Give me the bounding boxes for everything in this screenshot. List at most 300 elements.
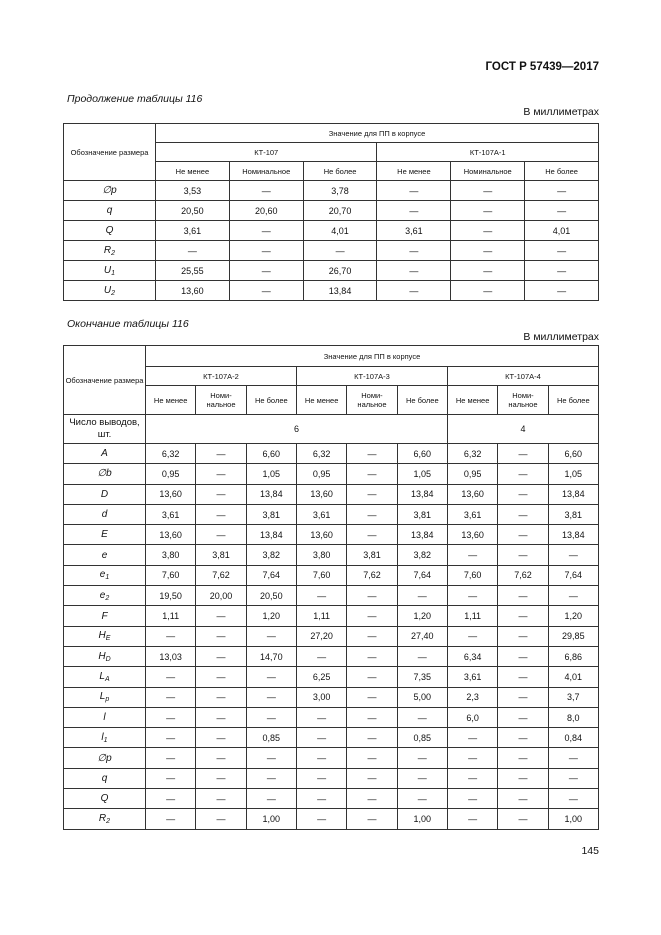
value-cell: — — [347, 464, 397, 484]
table-row — [64, 586, 599, 606]
value-cell: — — [498, 444, 548, 464]
value-cell: 3,61 — [156, 221, 230, 241]
value-cell: — — [498, 484, 548, 504]
value-cell: — — [196, 789, 246, 809]
value-cell: — — [397, 768, 447, 788]
table-row — [64, 687, 599, 707]
dimension-symbol — [64, 504, 146, 524]
value-cell: — — [347, 687, 397, 707]
value-cell: — — [196, 728, 246, 748]
value-cell: — — [347, 444, 397, 464]
package-header: КТ-107 — [156, 143, 377, 162]
subcol-header: Номинальное — [229, 162, 303, 181]
value-cell: — — [347, 789, 397, 809]
value-cell: — — [196, 809, 246, 829]
subcol-header: Не менее — [296, 386, 346, 415]
value-cell: 1,05 — [246, 464, 296, 484]
value-cell: — — [377, 241, 451, 261]
value-cell: 7,60 — [296, 565, 346, 585]
value-cell: 20,60 — [229, 201, 303, 221]
group-header: Значение для ПП в корпусе — [156, 124, 599, 143]
table-row — [64, 545, 599, 565]
value-cell: — — [156, 241, 230, 261]
symbol-text: ∅p — [97, 752, 112, 764]
value-cell: — — [229, 281, 303, 301]
table-row — [64, 241, 599, 261]
value-cell: — — [246, 789, 296, 809]
value-cell: — — [548, 789, 598, 809]
value-cell: 13,84 — [246, 484, 296, 504]
subcol-header: Не менее — [377, 162, 451, 181]
value-cell: — — [196, 504, 246, 524]
value-cell: — — [146, 626, 196, 646]
subcol-header: Не более — [548, 386, 598, 415]
table-row — [64, 748, 599, 768]
value-cell: — — [196, 768, 246, 788]
value-cell: 6,86 — [548, 646, 598, 666]
table-row — [64, 221, 599, 241]
dimension-symbol — [64, 768, 146, 788]
dimension-symbol — [64, 728, 146, 748]
value-cell: — — [246, 626, 296, 646]
value-cell: 6,34 — [447, 646, 497, 666]
value-cell: 27,20 — [296, 626, 346, 646]
value-cell: 6,60 — [397, 444, 447, 464]
value-cell: 4,01 — [303, 221, 377, 241]
dimension-symbol — [64, 565, 146, 585]
value-cell: — — [146, 809, 196, 829]
value-cell: — — [146, 687, 196, 707]
value-cell: 3,61 — [377, 221, 451, 241]
symbol-text: Q — [105, 225, 114, 236]
value-cell: 1,05 — [397, 464, 447, 484]
symbol-subscript: 2 — [105, 594, 110, 602]
value-cell: — — [296, 768, 346, 788]
dimension-symbol — [64, 586, 146, 606]
value-cell: — — [303, 241, 377, 261]
value-cell: — — [447, 789, 497, 809]
value-cell: 3,82 — [397, 545, 447, 565]
subcol-header: Номи-нальное — [196, 386, 246, 415]
subcol-header: Не более — [525, 162, 599, 181]
value-cell: — — [498, 545, 548, 565]
value-cell: 0,84 — [548, 728, 598, 748]
value-cell: 3,81 — [548, 504, 598, 524]
symbol-subscript: 2 — [111, 289, 116, 297]
value-cell: 0,95 — [146, 464, 196, 484]
value-cell: — — [229, 241, 303, 261]
value-cell: — — [498, 464, 548, 484]
value-cell: — — [347, 748, 397, 768]
value-cell: — — [146, 667, 196, 687]
value-cell: — — [196, 484, 246, 504]
value-cell: — — [146, 707, 196, 727]
value-cell: — — [347, 809, 397, 829]
symbol-text: q — [106, 205, 113, 216]
value-cell: 3,80 — [296, 545, 346, 565]
value-cell: 29,85 — [548, 626, 598, 646]
table-row — [64, 707, 599, 727]
value-cell: 14,70 — [246, 646, 296, 666]
value-cell: — — [377, 201, 451, 221]
dimension-symbol — [64, 241, 156, 261]
value-cell: — — [498, 525, 548, 545]
value-cell: 19,50 — [146, 586, 196, 606]
table-row — [64, 789, 599, 809]
value-cell: — — [498, 728, 548, 748]
value-cell: — — [397, 789, 447, 809]
table-row — [64, 484, 599, 504]
value-cell: — — [525, 181, 599, 201]
value-cell: — — [498, 687, 548, 707]
value-cell: 3,61 — [447, 667, 497, 687]
value-cell: 3,82 — [246, 545, 296, 565]
subcol-header: Не более — [397, 386, 447, 415]
value-cell: — — [246, 748, 296, 768]
symbol-text: H — [98, 650, 106, 662]
value-cell: — — [447, 545, 497, 565]
symbol-text: e — [101, 549, 108, 561]
symbol-text: D — [100, 488, 109, 500]
table-row — [64, 768, 599, 788]
symbol-subscript: 2 — [106, 817, 111, 825]
page-number: 145 — [581, 845, 599, 857]
value-cell: 3,81 — [246, 504, 296, 524]
group-header: Значение для ПП в корпусе — [146, 346, 599, 367]
value-cell: — — [548, 586, 598, 606]
value-cell: — — [548, 545, 598, 565]
value-cell: 6,32 — [296, 444, 346, 464]
symbol-text: A — [101, 448, 108, 460]
symbol-text: U — [103, 284, 112, 296]
value-cell: — — [397, 748, 447, 768]
dimension-symbol — [64, 748, 146, 768]
dimension-symbol — [64, 646, 146, 666]
value-cell: 2,3 — [447, 687, 497, 707]
value-cell: — — [447, 626, 497, 646]
value-cell: 13,60 — [146, 525, 196, 545]
symbol-text: d — [101, 509, 108, 521]
value-cell: — — [296, 646, 346, 666]
value-cell: — — [229, 221, 303, 241]
value-cell: 6,32 — [146, 444, 196, 464]
value-cell: — — [296, 809, 346, 829]
value-cell: 13,84 — [246, 525, 296, 545]
symbol-text: H — [98, 630, 106, 642]
pins-count-value: 6 — [146, 415, 448, 444]
symbol-subscript: 2 — [111, 249, 116, 257]
value-cell: — — [498, 789, 548, 809]
symbol-text: ∅b — [97, 468, 112, 480]
value-cell: 3,53 — [156, 181, 230, 201]
symbol-subscript: p — [105, 696, 110, 704]
value-cell: 6,32 — [447, 444, 497, 464]
value-cell: — — [296, 707, 346, 727]
symbol-text: E — [101, 529, 108, 541]
value-cell: — — [548, 748, 598, 768]
table-row — [64, 728, 599, 748]
value-cell: 7,62 — [347, 565, 397, 585]
value-cell: — — [498, 626, 548, 646]
value-cell: — — [347, 606, 397, 626]
dimension-symbol — [64, 464, 146, 484]
value-cell: — — [146, 768, 196, 788]
value-cell: 4,01 — [548, 667, 598, 687]
value-cell: 25,55 — [156, 261, 230, 281]
dimension-symbol — [64, 221, 156, 241]
value-cell: 7,60 — [447, 565, 497, 585]
value-cell: 4,01 — [525, 221, 599, 241]
value-cell: 3,61 — [447, 504, 497, 524]
value-cell: — — [296, 728, 346, 748]
value-cell: 1,00 — [548, 809, 598, 829]
symbol-subscript: 1 — [103, 736, 108, 744]
value-cell: — — [451, 261, 525, 281]
value-cell: — — [498, 667, 548, 687]
table-row — [64, 667, 599, 687]
value-cell: — — [347, 768, 397, 788]
subcol-header: Номи-нальное — [347, 386, 397, 415]
package-header: КТ-107А-2 — [146, 367, 297, 386]
value-cell: 6,60 — [246, 444, 296, 464]
symbol-text: L — [99, 691, 106, 703]
value-cell: — — [296, 748, 346, 768]
subcol-header: Не менее — [156, 162, 230, 181]
dimension-symbol — [64, 809, 146, 829]
package-header: КТ-107А-4 — [447, 367, 598, 386]
dim-header: Обозначение размера — [64, 346, 146, 415]
value-cell: — — [498, 586, 548, 606]
symbol-subscript: A — [104, 675, 110, 683]
symbol-subscript: 1 — [111, 269, 116, 277]
value-cell: 7,64 — [246, 565, 296, 585]
value-cell: 1,11 — [296, 606, 346, 626]
value-cell: 20,00 — [196, 586, 246, 606]
table-row — [64, 444, 599, 464]
symbol-subscript: 1 — [105, 574, 110, 582]
value-cell: 5,00 — [397, 687, 447, 707]
value-cell: 0,95 — [447, 464, 497, 484]
symbol-text: e — [99, 569, 106, 581]
value-cell: — — [451, 201, 525, 221]
value-cell: — — [347, 667, 397, 687]
value-cell: — — [377, 281, 451, 301]
value-cell: 13,84 — [397, 484, 447, 504]
value-cell: 26,70 — [303, 261, 377, 281]
value-cell: — — [196, 464, 246, 484]
value-cell: — — [229, 181, 303, 201]
value-cell: 20,50 — [156, 201, 230, 221]
value-cell: — — [347, 646, 397, 666]
dimension-symbol — [64, 606, 146, 626]
package-header: КТ-107А-3 — [296, 367, 447, 386]
value-cell: 1,11 — [146, 606, 196, 626]
value-cell: — — [347, 504, 397, 524]
symbol-text: l — [101, 731, 104, 743]
value-cell: — — [377, 261, 451, 281]
value-cell: — — [447, 748, 497, 768]
value-cell: — — [196, 707, 246, 727]
dimension-symbol — [64, 667, 146, 687]
symbol-subscript: E — [105, 635, 111, 643]
value-cell: — — [347, 484, 397, 504]
value-cell: — — [447, 809, 497, 829]
dimensions-table-end — [63, 345, 599, 830]
value-cell: 1,05 — [548, 464, 598, 484]
value-cell: 1,20 — [397, 606, 447, 626]
dim-header: Обозначение размера — [64, 124, 156, 181]
symbol-text: e — [99, 589, 106, 601]
value-cell: 1,00 — [397, 809, 447, 829]
value-cell: — — [525, 241, 599, 261]
value-cell: 7,62 — [498, 565, 548, 585]
value-cell: 13,84 — [303, 281, 377, 301]
value-cell: — — [196, 525, 246, 545]
value-cell: 13,60 — [156, 281, 230, 301]
value-cell: 3,7 — [548, 687, 598, 707]
symbol-subscript: D — [105, 655, 111, 663]
dimension-symbol — [64, 201, 156, 221]
value-cell: — — [498, 606, 548, 626]
value-cell: 7,35 — [397, 667, 447, 687]
value-cell: 13,84 — [548, 525, 598, 545]
value-cell: — — [498, 768, 548, 788]
value-cell: — — [451, 241, 525, 261]
table-row — [64, 626, 599, 646]
value-cell: 13,84 — [397, 525, 447, 545]
value-cell: — — [498, 707, 548, 727]
symbol-text: q — [101, 772, 108, 784]
table-row — [64, 504, 599, 524]
dimension-symbol — [64, 484, 146, 504]
dimension-symbol — [64, 707, 146, 727]
value-cell: — — [347, 626, 397, 646]
table2-units: В миллиметрах — [523, 331, 599, 343]
table-row — [64, 606, 599, 626]
value-cell: 13,60 — [296, 525, 346, 545]
value-cell: 0,85 — [246, 728, 296, 748]
dimension-symbol — [64, 281, 156, 301]
value-cell: 1,20 — [548, 606, 598, 626]
dimension-symbol — [64, 444, 146, 464]
value-cell: 6,25 — [296, 667, 346, 687]
table-row — [64, 281, 599, 301]
dimension-symbol — [64, 687, 146, 707]
value-cell: — — [146, 789, 196, 809]
table-row — [64, 201, 599, 221]
value-cell: — — [347, 728, 397, 748]
subcol-header: Не более — [246, 386, 296, 415]
table1-caption: Продолжение таблицы 116 — [67, 93, 203, 105]
value-cell: — — [196, 667, 246, 687]
value-cell: — — [146, 748, 196, 768]
symbol-text: Q — [100, 793, 109, 805]
subcol-header: Не менее — [447, 386, 497, 415]
value-cell: 3,78 — [303, 181, 377, 201]
value-cell: — — [246, 687, 296, 707]
value-cell: 1,11 — [447, 606, 497, 626]
value-cell: — — [447, 768, 497, 788]
value-cell: — — [229, 261, 303, 281]
value-cell: 3,61 — [296, 504, 346, 524]
value-cell: — — [525, 261, 599, 281]
value-cell: 20,70 — [303, 201, 377, 221]
value-cell: 7,64 — [548, 565, 598, 585]
dimension-symbol — [64, 261, 156, 281]
value-cell: 3,80 — [146, 545, 196, 565]
symbol-text: U — [103, 264, 112, 276]
value-cell: — — [498, 809, 548, 829]
table2-caption: Окончание таблицы 116 — [67, 318, 189, 330]
dimension-symbol — [64, 525, 146, 545]
value-cell: — — [246, 707, 296, 727]
value-cell: — — [548, 768, 598, 788]
value-cell: 3,61 — [146, 504, 196, 524]
value-cell: — — [525, 201, 599, 221]
symbol-text: R — [98, 812, 107, 824]
table-row — [64, 565, 599, 585]
value-cell: — — [447, 586, 497, 606]
value-cell: — — [196, 646, 246, 666]
value-cell: — — [296, 789, 346, 809]
value-cell: — — [196, 444, 246, 464]
value-cell: — — [377, 181, 451, 201]
subcol-header: Не более — [303, 162, 377, 181]
table-row — [64, 809, 599, 829]
value-cell: 7,64 — [397, 565, 447, 585]
pins-count-value: 4 — [447, 415, 598, 444]
value-cell: 13,60 — [447, 484, 497, 504]
value-cell: — — [196, 687, 246, 707]
dimension-symbol — [64, 626, 146, 646]
value-cell: 0,95 — [296, 464, 346, 484]
subcol-header: Номинальное — [451, 162, 525, 181]
symbol-text: F — [101, 610, 108, 622]
value-cell: — — [347, 586, 397, 606]
value-cell: 3,81 — [347, 545, 397, 565]
value-cell: — — [347, 525, 397, 545]
value-cell: 1,20 — [246, 606, 296, 626]
value-cell: — — [146, 728, 196, 748]
value-cell: 7,62 — [196, 565, 246, 585]
value-cell: 13,60 — [146, 484, 196, 504]
value-cell: — — [498, 748, 548, 768]
package-header: КТ-107А-1 — [377, 143, 599, 162]
value-cell: 6,0 — [447, 707, 497, 727]
subcol-header: Не менее — [146, 386, 196, 415]
value-cell: 13,60 — [296, 484, 346, 504]
table-row — [64, 525, 599, 545]
value-cell: 6,60 — [548, 444, 598, 464]
value-cell: 7,60 — [146, 565, 196, 585]
value-cell: — — [196, 748, 246, 768]
value-cell: 27,40 — [397, 626, 447, 646]
standard-number: ГОСТ Р 57439—2017 — [485, 61, 599, 73]
value-cell: — — [397, 586, 447, 606]
value-cell: — — [296, 586, 346, 606]
value-cell: 13,60 — [447, 525, 497, 545]
table-row — [64, 181, 599, 201]
dimension-symbol — [64, 789, 146, 809]
value-cell: — — [246, 768, 296, 788]
value-cell: 3,00 — [296, 687, 346, 707]
value-cell: 3,81 — [397, 504, 447, 524]
value-cell: — — [397, 646, 447, 666]
value-cell: 0,85 — [397, 728, 447, 748]
symbol-text: R — [103, 244, 112, 256]
subcol-header: Номи-нальное — [498, 386, 548, 415]
pins-count-label: Число выводов, шт. — [64, 415, 146, 444]
